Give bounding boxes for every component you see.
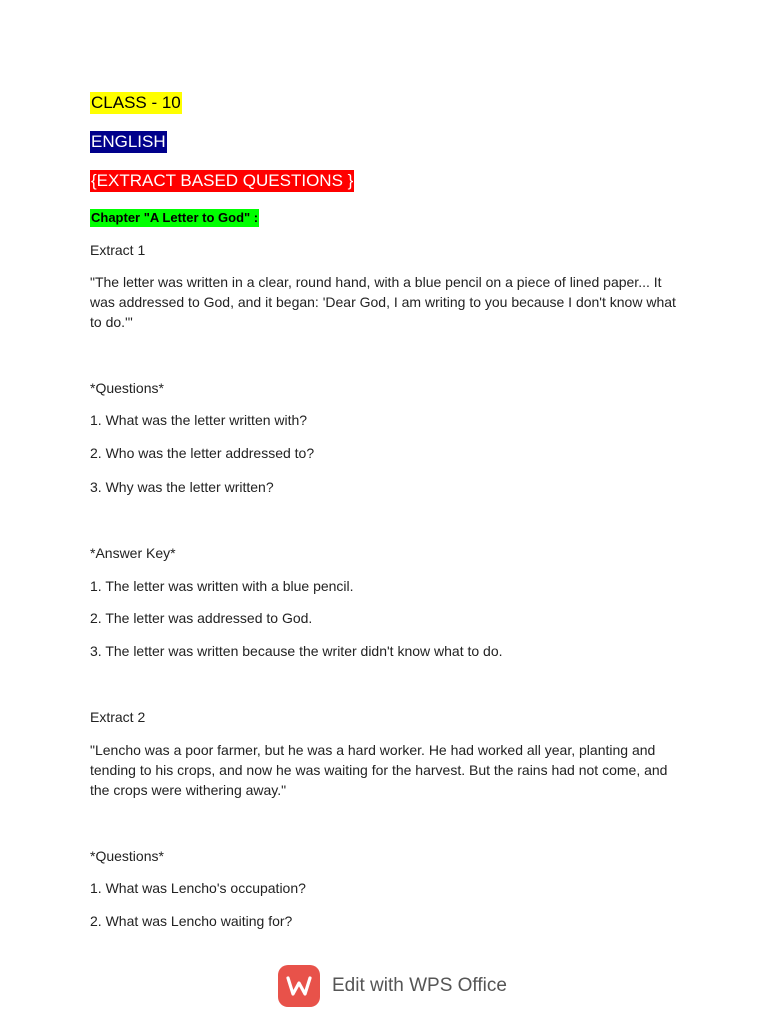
extract-1-question-1: 1. What was the letter written with?: [90, 412, 308, 428]
section-heading-line: [90, 170, 354, 192]
extract-2-question-1: 1. What was Lencho's occupation?: [90, 880, 306, 896]
extract-1-question-3: 3. Why was the letter written?: [90, 479, 274, 495]
wps-logo-icon: [278, 965, 320, 1007]
subject-heading-line: [90, 131, 167, 153]
extract-2-title: Extract 2: [90, 709, 146, 725]
class-heading: CLASS - 10: [91, 93, 181, 112]
extract-1-questions-heading: *Questions*: [90, 380, 164, 396]
chapter-heading: Chapter "A Letter to God" :: [91, 210, 259, 225]
extract-1-answer-2: 2. The letter was addressed to God.: [90, 610, 313, 626]
extract-1-answer-3: 3. The letter was written because the writer didn't know what to do.: [90, 643, 503, 659]
extract-1-passage: "The letter was written in a clear, round hand, with a blue pencil on a piece of lined paper... It was addressed to God, and it began: 'Dear God, I am writing to you because I don't know what to do.'": [90, 274, 676, 330]
extract-2-questions-heading: *Questions*: [90, 848, 164, 864]
extract-1-question-2: 2. Who was the letter addressed to?: [90, 445, 315, 461]
class-heading-line: [90, 92, 182, 114]
subject-heading: ENGLISH: [91, 132, 166, 151]
extract-1-answer-1: 1. The letter was written with a blue pencil.: [90, 578, 354, 594]
section-heading: {EXTRACT BASED QUESTIONS }: [91, 171, 354, 190]
extract-2-question-2: 2. What was Lencho waiting for?: [90, 913, 293, 929]
extract-2-passage: "Lencho was a poor farmer, but he was a hard worker. He had worked all year, planting and tending to his crops, and now he was waiting for the harvest. But the rains had not come, and the crops were withering away.": [90, 742, 668, 798]
extract-1-title: Extract 1: [90, 242, 146, 258]
wps-edit-label[interactable]: Edit with WPS Office: [332, 975, 507, 996]
extract-1-answers-heading: *Answer Key*: [90, 545, 176, 561]
wps-footer[interactable]: [278, 964, 507, 1008]
chapter-heading-line: [90, 207, 259, 227]
